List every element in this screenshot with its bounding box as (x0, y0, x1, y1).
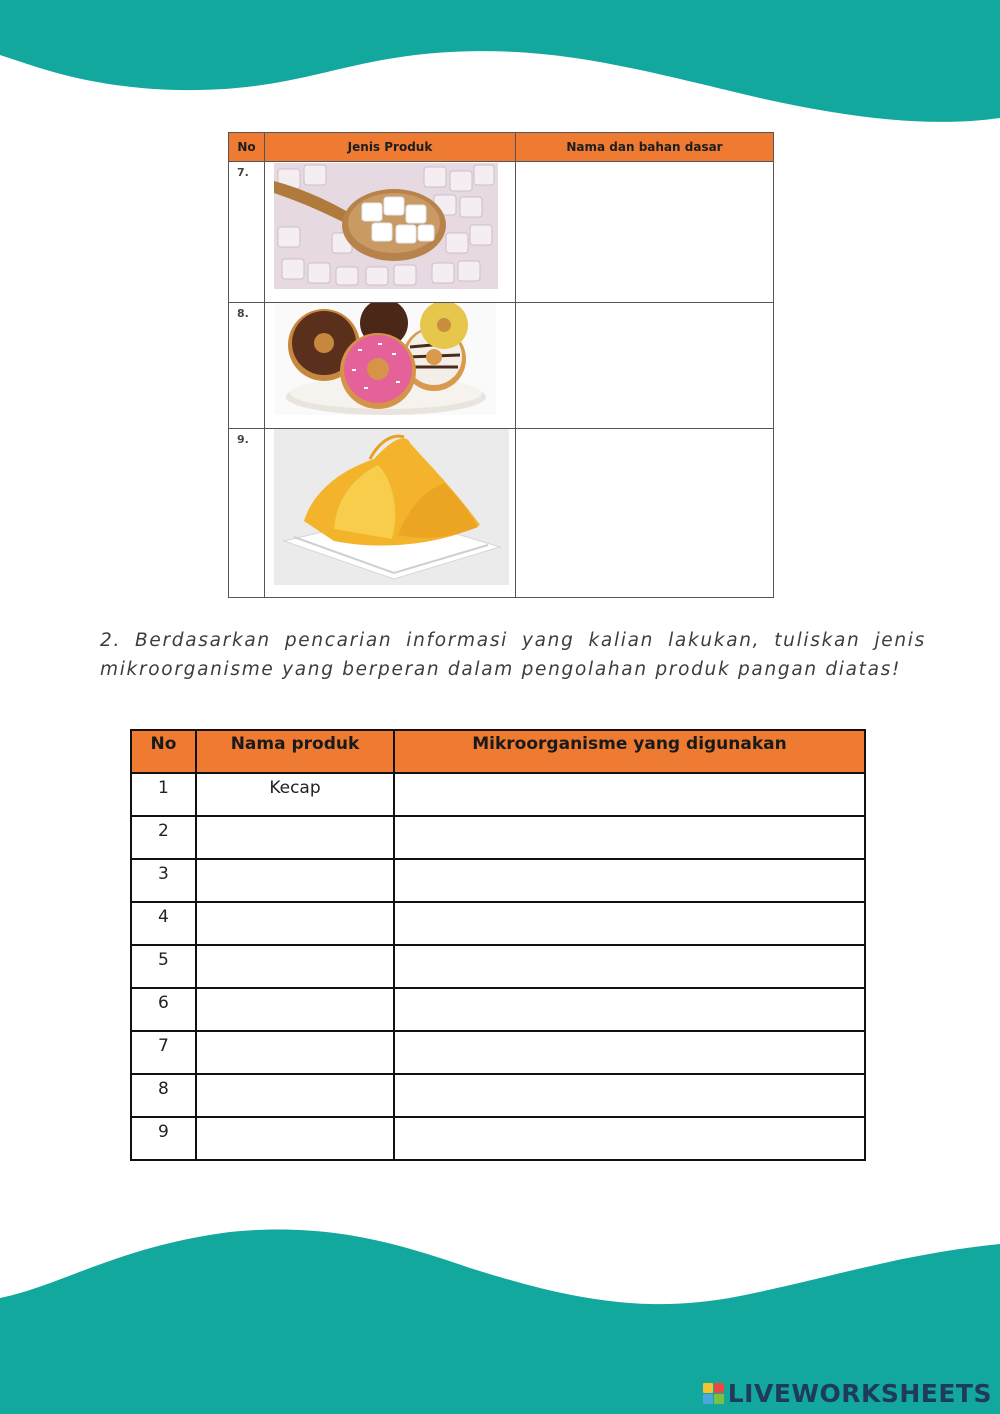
row-number: 8. (229, 303, 265, 429)
row-number: 1 (131, 773, 196, 816)
logo-text: LIVEWORKSHEETS (727, 1378, 992, 1408)
table-row (131, 816, 865, 859)
table-row (229, 162, 774, 303)
answer-cell[interactable] (516, 303, 774, 429)
table-row (131, 773, 865, 816)
row-number: 8 (131, 1074, 196, 1117)
microorganism-input-cell[interactable] (394, 816, 865, 859)
row-number: 7. (229, 162, 265, 303)
row-number: 9 (131, 1117, 196, 1160)
table-row (131, 1031, 865, 1074)
nata-de-coco-image (274, 163, 498, 289)
table-row (131, 945, 865, 988)
microorganism-input-cell[interactable] (394, 1074, 865, 1117)
product-name-cell[interactable] (196, 1117, 394, 1160)
table-row (229, 429, 774, 598)
table-row (131, 902, 865, 945)
table-row (131, 988, 865, 1031)
product-table-header (229, 133, 774, 162)
product-name-cell[interactable]: Kecap (196, 773, 394, 816)
microorganism-input-cell[interactable] (394, 902, 865, 945)
product-name-cell[interactable] (196, 988, 394, 1031)
product-name-cell[interactable] (196, 1031, 394, 1074)
liveworksheets-logo (703, 1378, 992, 1408)
header-mikroorganisme: Mikroorganisme yang digunakan (394, 730, 865, 773)
row-number: 9. (229, 429, 265, 598)
product-table (228, 132, 774, 598)
table-row (131, 859, 865, 902)
row-number: 2 (131, 816, 196, 859)
logo-mark-icon (703, 1383, 724, 1404)
microorganism-input-cell[interactable] (394, 773, 865, 816)
row-number: 6 (131, 988, 196, 1031)
product-name-cell[interactable] (196, 816, 394, 859)
top-wave-decoration (0, 0, 1000, 130)
product-image-cell (265, 429, 516, 598)
row-number: 5 (131, 945, 196, 988)
row-number: 3 (131, 859, 196, 902)
microorganism-input-cell[interactable] (394, 988, 865, 1031)
microorganism-input-cell[interactable] (394, 1031, 865, 1074)
product-name-cell[interactable] (196, 1074, 394, 1117)
microorganism-table (130, 729, 866, 1161)
table-row (131, 1074, 865, 1117)
microorganism-input-cell[interactable] (394, 945, 865, 988)
product-name-cell[interactable] (196, 902, 394, 945)
product-name-cell[interactable] (196, 859, 394, 902)
row-number: 4 (131, 902, 196, 945)
microorganism-input-cell[interactable] (394, 1117, 865, 1160)
header-jenis-produk: Jenis Produk (265, 133, 516, 162)
product-name-cell[interactable] (196, 945, 394, 988)
microorganism-input-cell[interactable] (394, 859, 865, 902)
row-number: 7 (131, 1031, 196, 1074)
answer-cell[interactable] (516, 429, 774, 598)
table-row (131, 1117, 865, 1160)
question-instruction: 2. Berdasarkan pencarian informasi yang kalian lakukan, tuliskan jenis mikroorganisme yang berperan dalam pengolahan produk pangan diatas! (100, 630, 926, 680)
donuts-image (274, 303, 496, 415)
product-image-cell (265, 162, 516, 303)
header-no: No (131, 730, 196, 773)
header-nama-produk: Nama produk (196, 730, 394, 773)
answer-cell[interactable] (516, 162, 774, 303)
header-nama-bahan: Nama dan bahan dasar (516, 133, 774, 162)
microorganism-table-header (131, 730, 865, 773)
header-no: No (229, 133, 265, 162)
product-image-cell (265, 303, 516, 429)
tape-singkong-image (274, 429, 509, 585)
table-row (229, 303, 774, 429)
